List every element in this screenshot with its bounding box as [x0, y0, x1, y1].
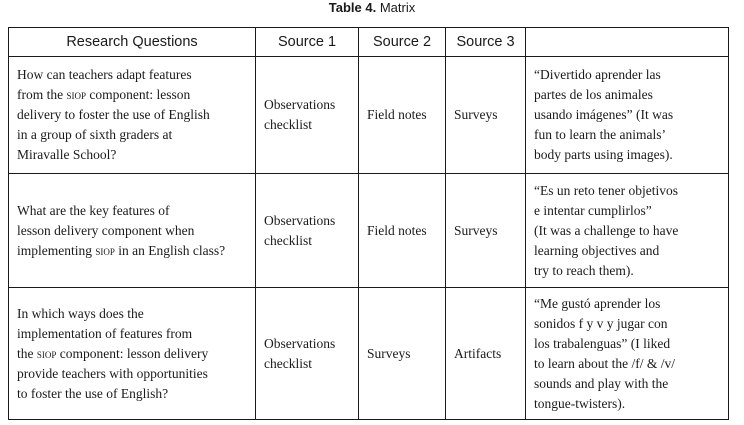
- table-row: [9, 174, 729, 288]
- source-1-cell: Observations checklist: [256, 57, 359, 174]
- table-title: Matrix: [379, 0, 416, 15]
- source-2-cell: Field notes: [359, 174, 446, 288]
- question-line: Miravalle School?: [17, 147, 117, 162]
- siop-term: siop: [36, 345, 57, 361]
- header-quotes-blank: [526, 28, 729, 57]
- research-question-cell: [9, 174, 256, 288]
- siop-term: siop: [95, 242, 115, 258]
- question-line: implementing siop in an English class?: [17, 242, 226, 258]
- source-2-cell: Surveys: [359, 288, 446, 420]
- matrix-table: [8, 27, 729, 420]
- source-1-cell: Observations checklist: [256, 174, 359, 288]
- question-line: in a group of sixth graders at: [17, 127, 173, 142]
- header-row: [9, 28, 729, 57]
- table-caption: [0, 0, 744, 16]
- question-line: from the siop component: lesson: [17, 87, 191, 102]
- header-source-2: Source 2: [359, 28, 446, 57]
- source-1-cell: Observations checklist: [256, 288, 359, 420]
- question-line: implementation of features from: [17, 325, 193, 341]
- question-line: provide teachers with opportunities: [17, 365, 208, 381]
- table-label: Table 4.: [328, 0, 377, 15]
- question-line: In which ways does the: [17, 305, 144, 321]
- source-3-cell: Surveys: [446, 174, 526, 288]
- research-question-cell: [9, 288, 256, 420]
- question-line: the siop component: lesson delivery: [17, 345, 209, 361]
- source-3-cell: Artifacts: [446, 288, 526, 420]
- question-line: to foster the use of English?: [17, 385, 169, 401]
- question-line: What are the key features of: [17, 202, 170, 218]
- question-line: How can teachers adapt features: [17, 67, 192, 82]
- question-line: lesson delivery component when: [17, 222, 195, 238]
- header-source-1: Source 1: [256, 28, 359, 57]
- header-research-questions: Research Questions: [9, 28, 256, 57]
- source-3-cell: Surveys: [446, 57, 526, 174]
- question-line: delivery to foster the use of English: [17, 107, 210, 122]
- header-source-3: Source 3: [446, 28, 526, 57]
- source-2-cell: Field notes: [359, 57, 446, 174]
- student-quote-cell: “Me gustó aprender los sonidos f y v y jugar con los trabalenguas” (I liked to learn about the /f/ & /v/ sounds and play with the tongue-twisters).: [526, 288, 729, 420]
- research-question-cell: [9, 57, 256, 174]
- siop-term: siop: [66, 87, 87, 102]
- student-quote-cell: “Divertido aprender las partes de los animales usando imágenes” (It was fun to learn the animals’ body parts using images).: [526, 57, 729, 174]
- table-row: [9, 57, 729, 174]
- student-quote-cell: “Es un reto tener objetivos e intentar cumplirlos” (It was a challenge to have learning objectives and try to reach them).: [526, 174, 729, 288]
- table-row: [9, 288, 729, 420]
